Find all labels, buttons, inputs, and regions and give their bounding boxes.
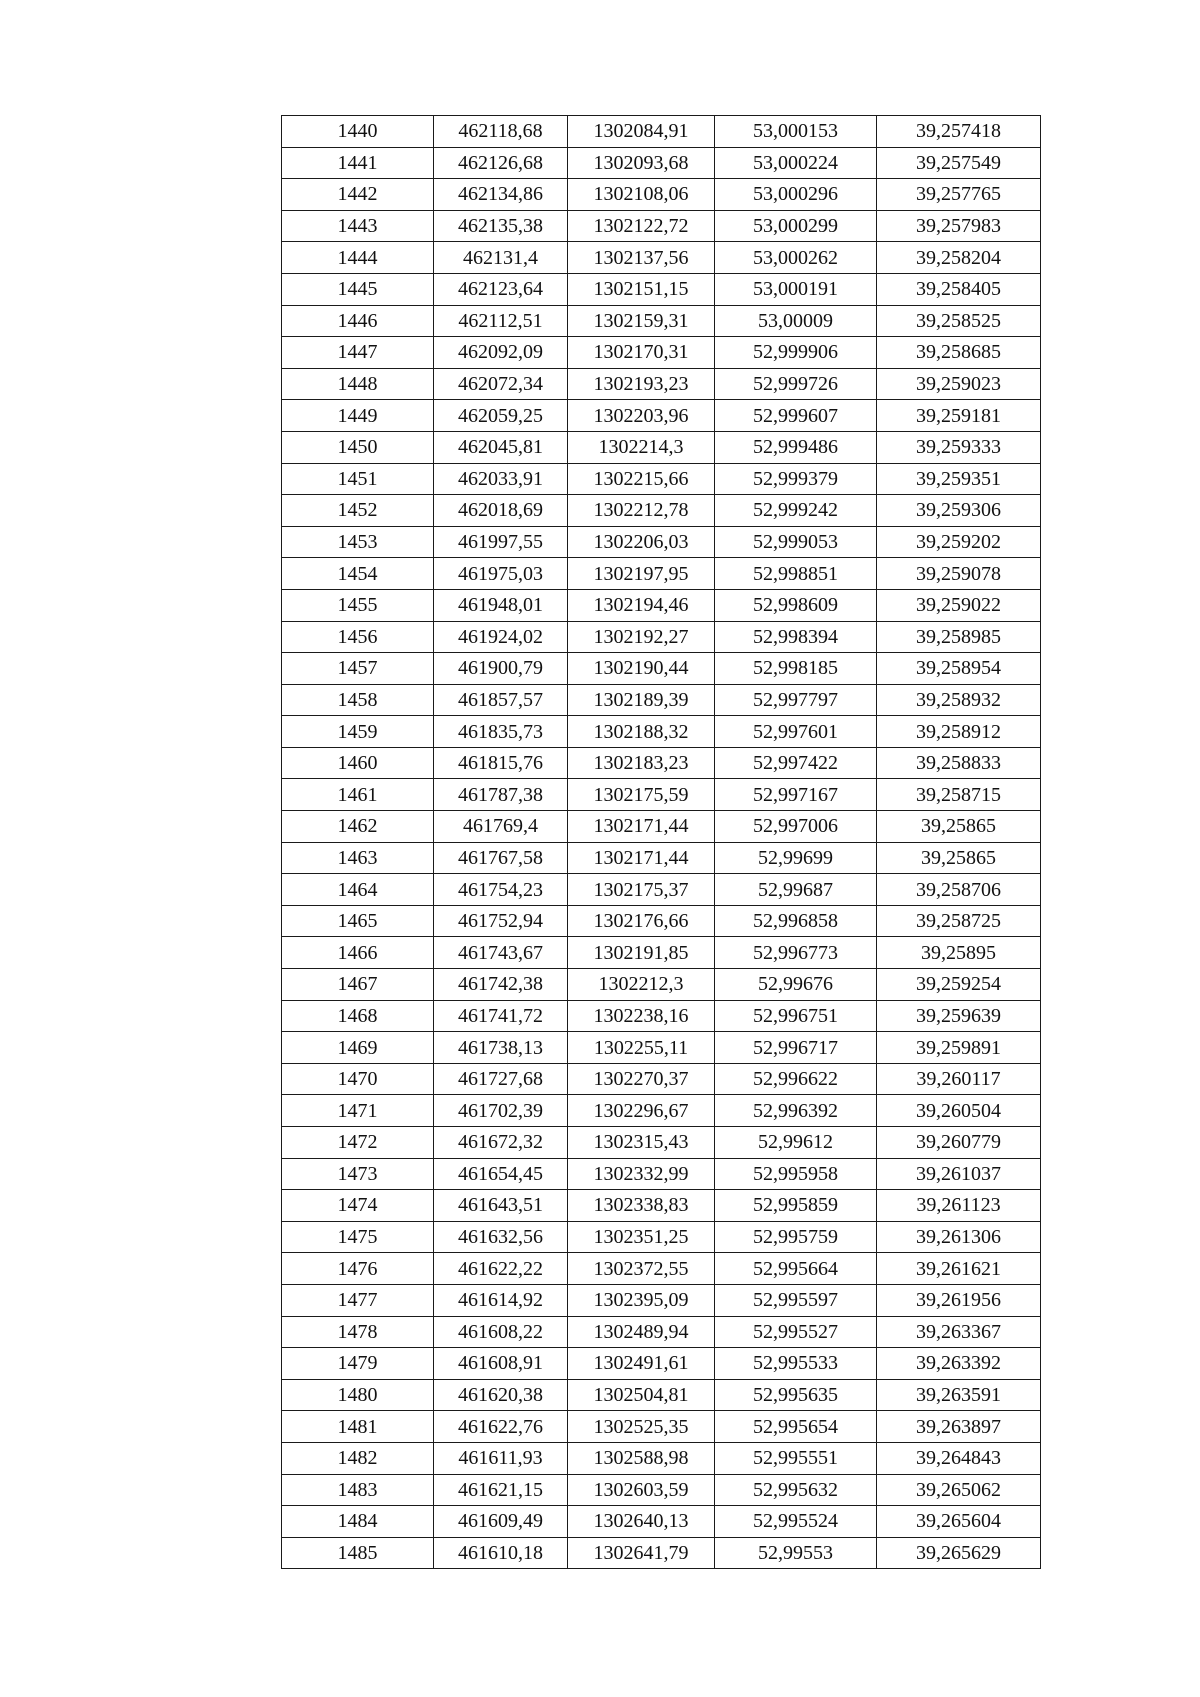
longitude-cell: 39,263591 <box>877 1379 1041 1411</box>
x-coordinate-cell: 462033,91 <box>434 463 568 495</box>
point-number-cell: 1440 <box>282 116 434 148</box>
coordinates-table <box>281 115 1041 1569</box>
point-number-cell: 1479 <box>282 1348 434 1380</box>
point-number-cell: 1451 <box>282 463 434 495</box>
table-row <box>282 589 1041 621</box>
x-coordinate-cell: 462134,86 <box>434 179 568 211</box>
y-coordinate-cell: 1302170,31 <box>568 337 715 369</box>
table-row <box>282 905 1041 937</box>
table-row <box>282 400 1041 432</box>
point-number-cell: 1442 <box>282 179 434 211</box>
table-row <box>282 653 1041 685</box>
point-number-cell: 1453 <box>282 526 434 558</box>
x-coordinate-cell: 461609,49 <box>434 1506 568 1538</box>
longitude-cell: 39,259078 <box>877 558 1041 590</box>
longitude-cell: 39,260117 <box>877 1063 1041 1095</box>
point-number-cell: 1446 <box>282 305 434 337</box>
y-coordinate-cell: 1302270,37 <box>568 1063 715 1095</box>
y-coordinate-cell: 1302159,31 <box>568 305 715 337</box>
point-number-cell: 1443 <box>282 210 434 242</box>
x-coordinate-cell: 461622,22 <box>434 1253 568 1285</box>
table-row <box>282 1348 1041 1380</box>
x-coordinate-cell: 461614,92 <box>434 1284 568 1316</box>
longitude-cell: 39,259306 <box>877 495 1041 527</box>
y-coordinate-cell: 1302084,91 <box>568 116 715 148</box>
y-coordinate-cell: 1302641,79 <box>568 1537 715 1569</box>
table-row <box>282 116 1041 148</box>
point-number-cell: 1459 <box>282 716 434 748</box>
x-coordinate-cell: 461752,94 <box>434 905 568 937</box>
x-coordinate-cell: 461835,73 <box>434 716 568 748</box>
y-coordinate-cell: 1302215,66 <box>568 463 715 495</box>
table-row <box>282 526 1041 558</box>
y-coordinate-cell: 1302175,37 <box>568 874 715 906</box>
table-row <box>282 273 1041 305</box>
latitude-cell: 52,995654 <box>715 1411 877 1443</box>
longitude-cell: 39,257418 <box>877 116 1041 148</box>
y-coordinate-cell: 1302151,15 <box>568 273 715 305</box>
table-row <box>282 684 1041 716</box>
x-coordinate-cell: 462126,68 <box>434 147 568 179</box>
longitude-cell: 39,258932 <box>877 684 1041 716</box>
latitude-cell: 52,99699 <box>715 842 877 874</box>
point-number-cell: 1483 <box>282 1474 434 1506</box>
x-coordinate-cell: 462059,25 <box>434 400 568 432</box>
table-row <box>282 779 1041 811</box>
point-number-cell: 1476 <box>282 1253 434 1285</box>
longitude-cell: 39,261621 <box>877 1253 1041 1285</box>
latitude-cell: 52,99676 <box>715 969 877 1001</box>
latitude-cell: 52,99553 <box>715 1537 877 1569</box>
x-coordinate-cell: 461608,22 <box>434 1316 568 1348</box>
point-number-cell: 1452 <box>282 495 434 527</box>
latitude-cell: 52,999379 <box>715 463 877 495</box>
x-coordinate-cell: 461611,93 <box>434 1442 568 1474</box>
longitude-cell: 39,258912 <box>877 716 1041 748</box>
x-coordinate-cell: 461769,4 <box>434 811 568 843</box>
x-coordinate-cell: 461900,79 <box>434 653 568 685</box>
longitude-cell: 39,258725 <box>877 905 1041 937</box>
latitude-cell: 52,995551 <box>715 1442 877 1474</box>
table-row <box>282 621 1041 653</box>
y-coordinate-cell: 1302137,56 <box>568 242 715 274</box>
x-coordinate-cell: 461702,39 <box>434 1095 568 1127</box>
y-coordinate-cell: 1302108,06 <box>568 179 715 211</box>
table-row <box>282 747 1041 779</box>
point-number-cell: 1485 <box>282 1537 434 1569</box>
point-number-cell: 1472 <box>282 1127 434 1159</box>
latitude-cell: 53,00009 <box>715 305 877 337</box>
latitude-cell: 52,997601 <box>715 716 877 748</box>
table-row <box>282 1000 1041 1032</box>
x-coordinate-cell: 462135,38 <box>434 210 568 242</box>
latitude-cell: 52,999053 <box>715 526 877 558</box>
x-coordinate-cell: 462092,09 <box>434 337 568 369</box>
y-coordinate-cell: 1302093,68 <box>568 147 715 179</box>
x-coordinate-cell: 461621,15 <box>434 1474 568 1506</box>
y-coordinate-cell: 1302255,11 <box>568 1032 715 1064</box>
y-coordinate-cell: 1302197,95 <box>568 558 715 590</box>
table-row <box>282 1253 1041 1285</box>
y-coordinate-cell: 1302193,23 <box>568 368 715 400</box>
table-row <box>282 431 1041 463</box>
latitude-cell: 52,999486 <box>715 431 877 463</box>
point-number-cell: 1481 <box>282 1411 434 1443</box>
longitude-cell: 39,259202 <box>877 526 1041 558</box>
y-coordinate-cell: 1302171,44 <box>568 811 715 843</box>
latitude-cell: 52,995664 <box>715 1253 877 1285</box>
longitude-cell: 39,259023 <box>877 368 1041 400</box>
point-number-cell: 1449 <box>282 400 434 432</box>
table-row <box>282 874 1041 906</box>
longitude-cell: 39,258833 <box>877 747 1041 779</box>
longitude-cell: 39,259639 <box>877 1000 1041 1032</box>
table-row <box>282 1127 1041 1159</box>
y-coordinate-cell: 1302372,55 <box>568 1253 715 1285</box>
point-number-cell: 1454 <box>282 558 434 590</box>
longitude-cell: 39,259891 <box>877 1032 1041 1064</box>
point-number-cell: 1484 <box>282 1506 434 1538</box>
y-coordinate-cell: 1302640,13 <box>568 1506 715 1538</box>
table-row <box>282 558 1041 590</box>
y-coordinate-cell: 1302189,39 <box>568 684 715 716</box>
x-coordinate-cell: 461632,56 <box>434 1221 568 1253</box>
latitude-cell: 53,000296 <box>715 179 877 211</box>
point-number-cell: 1466 <box>282 937 434 969</box>
point-number-cell: 1462 <box>282 811 434 843</box>
y-coordinate-cell: 1302351,25 <box>568 1221 715 1253</box>
point-number-cell: 1447 <box>282 337 434 369</box>
longitude-cell: 39,261306 <box>877 1221 1041 1253</box>
latitude-cell: 52,995958 <box>715 1158 877 1190</box>
table-row <box>282 716 1041 748</box>
latitude-cell: 52,999607 <box>715 400 877 432</box>
x-coordinate-cell: 462045,81 <box>434 431 568 463</box>
y-coordinate-cell: 1302203,96 <box>568 400 715 432</box>
latitude-cell: 52,997422 <box>715 747 877 779</box>
y-coordinate-cell: 1302238,16 <box>568 1000 715 1032</box>
longitude-cell: 39,260779 <box>877 1127 1041 1159</box>
latitude-cell: 52,995632 <box>715 1474 877 1506</box>
point-number-cell: 1441 <box>282 147 434 179</box>
x-coordinate-cell: 461738,13 <box>434 1032 568 1064</box>
table-row <box>282 463 1041 495</box>
y-coordinate-cell: 1302296,67 <box>568 1095 715 1127</box>
longitude-cell: 39,258706 <box>877 874 1041 906</box>
y-coordinate-cell: 1302206,03 <box>568 526 715 558</box>
x-coordinate-cell: 462118,68 <box>434 116 568 148</box>
longitude-cell: 39,263897 <box>877 1411 1041 1443</box>
latitude-cell: 52,995759 <box>715 1221 877 1253</box>
table-row <box>282 368 1041 400</box>
table-row <box>282 1442 1041 1474</box>
point-number-cell: 1448 <box>282 368 434 400</box>
longitude-cell: 39,258405 <box>877 273 1041 305</box>
table-row <box>282 210 1041 242</box>
longitude-cell: 39,258204 <box>877 242 1041 274</box>
y-coordinate-cell: 1302212,78 <box>568 495 715 527</box>
x-coordinate-cell: 461654,45 <box>434 1158 568 1190</box>
longitude-cell: 39,258985 <box>877 621 1041 653</box>
x-coordinate-cell: 461787,38 <box>434 779 568 811</box>
longitude-cell: 39,25865 <box>877 811 1041 843</box>
latitude-cell: 52,999906 <box>715 337 877 369</box>
longitude-cell: 39,258954 <box>877 653 1041 685</box>
longitude-cell: 39,259254 <box>877 969 1041 1001</box>
x-coordinate-cell: 461741,72 <box>434 1000 568 1032</box>
latitude-cell: 52,999242 <box>715 495 877 527</box>
y-coordinate-cell: 1302395,09 <box>568 1284 715 1316</box>
y-coordinate-cell: 1302214,3 <box>568 431 715 463</box>
point-number-cell: 1458 <box>282 684 434 716</box>
table-row <box>282 811 1041 843</box>
latitude-cell: 52,995859 <box>715 1190 877 1222</box>
x-coordinate-cell: 461622,76 <box>434 1411 568 1443</box>
latitude-cell: 52,997006 <box>715 811 877 843</box>
y-coordinate-cell: 1302122,72 <box>568 210 715 242</box>
y-coordinate-cell: 1302588,98 <box>568 1442 715 1474</box>
table-row <box>282 937 1041 969</box>
table-row <box>282 1190 1041 1222</box>
x-coordinate-cell: 461997,55 <box>434 526 568 558</box>
y-coordinate-cell: 1302171,44 <box>568 842 715 874</box>
x-coordinate-cell: 461620,38 <box>434 1379 568 1411</box>
latitude-cell: 52,998609 <box>715 589 877 621</box>
latitude-cell: 53,000191 <box>715 273 877 305</box>
longitude-cell: 39,259022 <box>877 589 1041 621</box>
longitude-cell: 39,257983 <box>877 210 1041 242</box>
longitude-cell: 39,263367 <box>877 1316 1041 1348</box>
point-number-cell: 1471 <box>282 1095 434 1127</box>
table-row <box>282 1537 1041 1569</box>
y-coordinate-cell: 1302192,27 <box>568 621 715 653</box>
longitude-cell: 39,258715 <box>877 779 1041 811</box>
x-coordinate-cell: 461643,51 <box>434 1190 568 1222</box>
latitude-cell: 52,999726 <box>715 368 877 400</box>
table-row <box>282 305 1041 337</box>
point-number-cell: 1445 <box>282 273 434 305</box>
table-row <box>282 1095 1041 1127</box>
table-row <box>282 1063 1041 1095</box>
longitude-cell: 39,259181 <box>877 400 1041 432</box>
point-number-cell: 1477 <box>282 1284 434 1316</box>
point-number-cell: 1478 <box>282 1316 434 1348</box>
y-coordinate-cell: 1302603,59 <box>568 1474 715 1506</box>
latitude-cell: 52,995527 <box>715 1316 877 1348</box>
longitude-cell: 39,257765 <box>877 179 1041 211</box>
point-number-cell: 1460 <box>282 747 434 779</box>
point-number-cell: 1467 <box>282 969 434 1001</box>
longitude-cell: 39,265604 <box>877 1506 1041 1538</box>
x-coordinate-cell: 461767,58 <box>434 842 568 874</box>
longitude-cell: 39,259333 <box>877 431 1041 463</box>
y-coordinate-cell: 1302491,61 <box>568 1348 715 1380</box>
y-coordinate-cell: 1302525,35 <box>568 1411 715 1443</box>
latitude-cell: 53,000153 <box>715 116 877 148</box>
x-coordinate-cell: 461857,57 <box>434 684 568 716</box>
x-coordinate-cell: 461672,32 <box>434 1127 568 1159</box>
latitude-cell: 52,996622 <box>715 1063 877 1095</box>
x-coordinate-cell: 461815,76 <box>434 747 568 779</box>
longitude-cell: 39,258685 <box>877 337 1041 369</box>
x-coordinate-cell: 461742,38 <box>434 969 568 1001</box>
x-coordinate-cell: 462123,64 <box>434 273 568 305</box>
x-coordinate-cell: 461610,18 <box>434 1537 568 1569</box>
longitude-cell: 39,264843 <box>877 1442 1041 1474</box>
point-number-cell: 1470 <box>282 1063 434 1095</box>
x-coordinate-cell: 461924,02 <box>434 621 568 653</box>
point-number-cell: 1482 <box>282 1442 434 1474</box>
y-coordinate-cell: 1302175,59 <box>568 779 715 811</box>
longitude-cell: 39,263392 <box>877 1348 1041 1380</box>
longitude-cell: 39,25895 <box>877 937 1041 969</box>
point-number-cell: 1461 <box>282 779 434 811</box>
longitude-cell: 39,261037 <box>877 1158 1041 1190</box>
table-row <box>282 842 1041 874</box>
y-coordinate-cell: 1302191,85 <box>568 937 715 969</box>
y-coordinate-cell: 1302315,43 <box>568 1127 715 1159</box>
y-coordinate-cell: 1302338,83 <box>568 1190 715 1222</box>
latitude-cell: 52,996858 <box>715 905 877 937</box>
point-number-cell: 1444 <box>282 242 434 274</box>
longitude-cell: 39,261123 <box>877 1190 1041 1222</box>
longitude-cell: 39,257549 <box>877 147 1041 179</box>
table-row <box>282 1316 1041 1348</box>
latitude-cell: 52,995635 <box>715 1379 877 1411</box>
latitude-cell: 52,997797 <box>715 684 877 716</box>
x-coordinate-cell: 462112,51 <box>434 305 568 337</box>
longitude-cell: 39,261956 <box>877 1284 1041 1316</box>
x-coordinate-cell: 461743,67 <box>434 937 568 969</box>
point-number-cell: 1450 <box>282 431 434 463</box>
point-number-cell: 1465 <box>282 905 434 937</box>
table-row <box>282 1284 1041 1316</box>
latitude-cell: 52,996751 <box>715 1000 877 1032</box>
x-coordinate-cell: 461727,68 <box>434 1063 568 1095</box>
table-row <box>282 1032 1041 1064</box>
table-row <box>282 179 1041 211</box>
x-coordinate-cell: 461975,03 <box>434 558 568 590</box>
x-coordinate-cell: 461948,01 <box>434 589 568 621</box>
y-coordinate-cell: 1302194,46 <box>568 589 715 621</box>
point-number-cell: 1469 <box>282 1032 434 1064</box>
y-coordinate-cell: 1302188,32 <box>568 716 715 748</box>
x-coordinate-cell: 461754,23 <box>434 874 568 906</box>
table-row <box>282 147 1041 179</box>
point-number-cell: 1468 <box>282 1000 434 1032</box>
y-coordinate-cell: 1302183,23 <box>568 747 715 779</box>
table-row <box>282 495 1041 527</box>
table-row <box>282 969 1041 1001</box>
point-number-cell: 1463 <box>282 842 434 874</box>
x-coordinate-cell: 461608,91 <box>434 1348 568 1380</box>
longitude-cell: 39,25865 <box>877 842 1041 874</box>
latitude-cell: 52,995524 <box>715 1506 877 1538</box>
point-number-cell: 1464 <box>282 874 434 906</box>
point-number-cell: 1474 <box>282 1190 434 1222</box>
x-coordinate-cell: 462018,69 <box>434 495 568 527</box>
coordinates-table-body <box>282 116 1041 1569</box>
latitude-cell: 53,000262 <box>715 242 877 274</box>
x-coordinate-cell: 462072,34 <box>434 368 568 400</box>
latitude-cell: 53,000299 <box>715 210 877 242</box>
latitude-cell: 52,995533 <box>715 1348 877 1380</box>
longitude-cell: 39,260504 <box>877 1095 1041 1127</box>
point-number-cell: 1473 <box>282 1158 434 1190</box>
latitude-cell: 52,996392 <box>715 1095 877 1127</box>
point-number-cell: 1480 <box>282 1379 434 1411</box>
y-coordinate-cell: 1302489,94 <box>568 1316 715 1348</box>
latitude-cell: 52,996773 <box>715 937 877 969</box>
table-row <box>282 1221 1041 1253</box>
latitude-cell: 53,000224 <box>715 147 877 179</box>
y-coordinate-cell: 1302332,99 <box>568 1158 715 1190</box>
table-row <box>282 1474 1041 1506</box>
latitude-cell: 52,99612 <box>715 1127 877 1159</box>
x-coordinate-cell: 462131,4 <box>434 242 568 274</box>
y-coordinate-cell: 1302212,3 <box>568 969 715 1001</box>
point-number-cell: 1475 <box>282 1221 434 1253</box>
table-row <box>282 1158 1041 1190</box>
y-coordinate-cell: 1302176,66 <box>568 905 715 937</box>
point-number-cell: 1456 <box>282 621 434 653</box>
latitude-cell: 52,998394 <box>715 621 877 653</box>
longitude-cell: 39,265629 <box>877 1537 1041 1569</box>
longitude-cell: 39,259351 <box>877 463 1041 495</box>
latitude-cell: 52,99687 <box>715 874 877 906</box>
latitude-cell: 52,996717 <box>715 1032 877 1064</box>
table-row <box>282 1411 1041 1443</box>
table-row <box>282 242 1041 274</box>
table-row <box>282 337 1041 369</box>
y-coordinate-cell: 1302190,44 <box>568 653 715 685</box>
point-number-cell: 1455 <box>282 589 434 621</box>
latitude-cell: 52,995597 <box>715 1284 877 1316</box>
latitude-cell: 52,998851 <box>715 558 877 590</box>
point-number-cell: 1457 <box>282 653 434 685</box>
latitude-cell: 52,997167 <box>715 779 877 811</box>
latitude-cell: 52,998185 <box>715 653 877 685</box>
table-row <box>282 1379 1041 1411</box>
longitude-cell: 39,258525 <box>877 305 1041 337</box>
longitude-cell: 39,265062 <box>877 1474 1041 1506</box>
table-row <box>282 1506 1041 1538</box>
y-coordinate-cell: 1302504,81 <box>568 1379 715 1411</box>
